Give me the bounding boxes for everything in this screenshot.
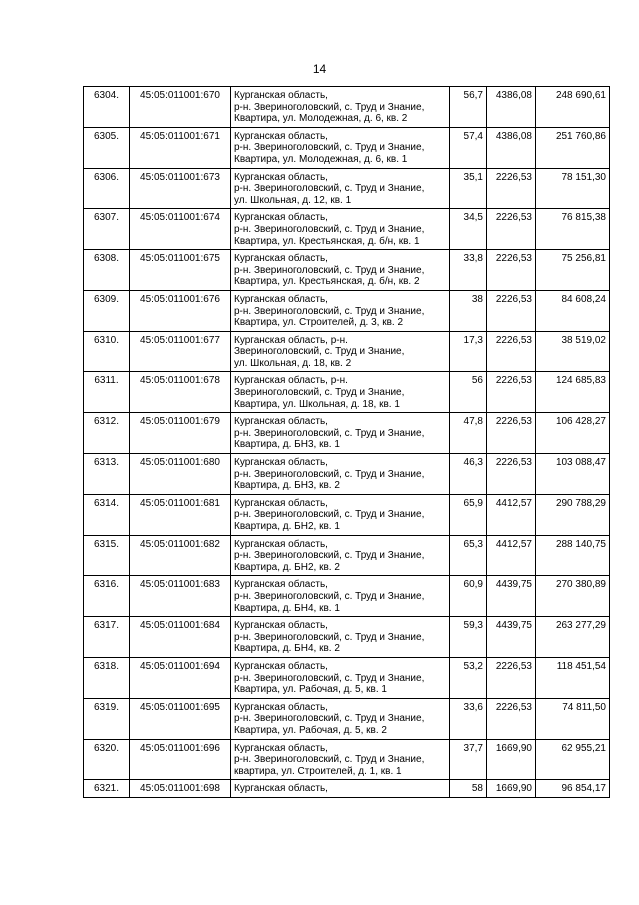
address-cell: Курганская область, р-н. Звериноголовский, с. Труд и Знание, Квартира, ул. Рабочая, д. 5, кв. 2 [231,698,450,739]
row-number-cell: 6309. [84,290,130,331]
cadastral-value-cell: 75 256,81 [536,250,610,291]
area-cell: 33,6 [450,698,487,739]
table-row [84,739,610,780]
area-cell: 57,4 [450,127,487,168]
area-cell: 17,3 [450,331,487,372]
rate-cell: 2226,53 [487,250,536,291]
table-row [84,168,610,209]
row-number-cell: 6315. [84,535,130,576]
table-row [84,576,610,617]
row-number-cell: 6318. [84,657,130,698]
cadastral-value-cell: 290 788,29 [536,494,610,535]
row-number-cell: 6320. [84,739,130,780]
rate-cell: 4439,75 [487,576,536,617]
cadastral-number-cell: 45:05:011001:698 [130,780,231,798]
cadastral-value-cell: 118 451,54 [536,657,610,698]
cadastral-number-cell: 45:05:011001:681 [130,494,231,535]
address-cell: Курганская область, р-н. Звериноголовский, с. Труд и Знание, Квартира, д. БН3, кв. 2 [231,454,450,495]
area-cell: 33,8 [450,250,487,291]
cadastral-value-cell: 78 151,30 [536,168,610,209]
address-cell: Курганская область, р-н. Звериноголовский, с. Труд и Знание, Квартира, ул. Молодежная, д. 6, кв. 1 [231,127,450,168]
cadastral-value-cell: 251 760,86 [536,127,610,168]
address-cell: Курганская область, р-н. Звериноголовский, с. Труд и Знание, Квартира, ул. Крестьянская, д. б/н, кв. 2 [231,250,450,291]
cadastral-value-cell: 248 690,61 [536,87,610,128]
rate-cell: 2226,53 [487,168,536,209]
row-number-cell: 6307. [84,209,130,250]
row-number-cell: 6313. [84,454,130,495]
table-row [84,127,610,168]
area-cell: 65,9 [450,494,487,535]
table-row [84,290,610,331]
area-cell: 53,2 [450,657,487,698]
cadastral-number-cell: 45:05:011001:695 [130,698,231,739]
table-row [84,698,610,739]
rate-cell: 1669,90 [487,780,536,798]
address-cell: Курганская область, р-н. Звериноголовский, с. Труд и Знание, Квартира, д. БН4, кв. 2 [231,617,450,658]
rate-cell: 2226,53 [487,413,536,454]
cadastral-value-cell: 124 685,83 [536,372,610,413]
cadastral-number-cell: 45:05:011001:678 [130,372,231,413]
table-row [84,780,610,798]
area-cell: 34,5 [450,209,487,250]
rate-cell: 4386,08 [487,87,536,128]
address-cell: Курганская область, р-н. Звериноголовский, с. Труд и Знание, Квартира, д. БН4, кв. 1 [231,576,450,617]
address-cell: Курганская область, р-н. Звериноголовский, с. Труд и Знание, Квартира, ул. Школьная, д. 18, кв. 1 [231,372,450,413]
address-cell: Курганская область, р-н. Звериноголовский, с. Труд и Знание, Квартира, ул. Молодежная, д. 6, кв. 2 [231,87,450,128]
area-cell: 35,1 [450,168,487,209]
rate-cell: 2226,53 [487,290,536,331]
table-row [84,617,610,658]
row-number-cell: 6305. [84,127,130,168]
area-cell: 46,3 [450,454,487,495]
cadastral-number-cell: 45:05:011001:684 [130,617,231,658]
cadastral-value-cell: 84 608,24 [536,290,610,331]
address-cell: Курганская область, р-н. Звериноголовский, с. Труд и Знание, Квартира, д. БН2, кв. 1 [231,494,450,535]
area-cell: 56 [450,372,487,413]
rate-cell: 2226,53 [487,372,536,413]
area-cell: 56,7 [450,87,487,128]
cadastral-value-cell: 96 854,17 [536,780,610,798]
cadastral-value-cell: 62 955,21 [536,739,610,780]
address-cell: Курганская область, р-н. Звериноголовский, с. Труд и Знание, Квартира, ул. Рабочая, д. 5, кв. 1 [231,657,450,698]
row-number-cell: 6306. [84,168,130,209]
row-number-cell: 6319. [84,698,130,739]
rate-cell: 1669,90 [487,739,536,780]
table-row [84,494,610,535]
table-row [84,250,610,291]
row-number-cell: 6304. [84,87,130,128]
row-number-cell: 6314. [84,494,130,535]
table-row [84,413,610,454]
table-row [84,535,610,576]
area-cell: 38 [450,290,487,331]
row-number-cell: 6321. [84,780,130,798]
rate-cell: 4386,08 [487,127,536,168]
table-row [84,209,610,250]
cadastral-number-cell: 45:05:011001:694 [130,657,231,698]
cadastral-number-cell: 45:05:011001:673 [130,168,231,209]
cadastral-number-cell: 45:05:011001:674 [130,209,231,250]
cadastral-number-cell: 45:05:011001:671 [130,127,231,168]
table-row [84,454,610,495]
cadastral-number-cell: 45:05:011001:679 [130,413,231,454]
cadastral-number-cell: 45:05:011001:677 [130,331,231,372]
area-cell: 59,3 [450,617,487,658]
cadastral-value-cell: 106 428,27 [536,413,610,454]
row-number-cell: 6316. [84,576,130,617]
rate-cell: 2226,53 [487,698,536,739]
page-number: 14 [312,62,327,76]
cadastral-value-cell: 76 815,38 [536,209,610,250]
row-number-cell: 6311. [84,372,130,413]
rate-cell: 4412,57 [487,494,536,535]
rate-cell: 2226,53 [487,209,536,250]
row-number-cell: 6317. [84,617,130,658]
rate-cell: 2226,53 [487,657,536,698]
address-cell: Курганская область, р-н. Звериноголовский, с. Труд и Знание, Квартира, д. БН2, кв. 2 [231,535,450,576]
cadastral-number-cell: 45:05:011001:682 [130,535,231,576]
table-row [84,87,610,128]
area-cell: 47,8 [450,413,487,454]
row-number-cell: 6312. [84,413,130,454]
table-row [84,331,610,372]
cadastral-value-cell: 263 277,29 [536,617,610,658]
address-cell: Курганская область, р-н. Звериноголовский, с. Труд и Знание, квартира, ул. Строителей, д. 1, кв. 1 [231,739,450,780]
cadastral-number-cell: 45:05:011001:696 [130,739,231,780]
cadastral-value-cell: 103 088,47 [536,454,610,495]
address-cell: Курганская область, [231,780,450,798]
cadastral-value-cell: 270 380,89 [536,576,610,617]
area-cell: 60,9 [450,576,487,617]
address-cell: Курганская область, р-н. Звериноголовский, с. Труд и Знание, Квартира, ул. Строителей, д. 3, кв. 2 [231,290,450,331]
property-table [83,86,610,798]
address-cell: Курганская область, р-н. Звериноголовский, с. Труд и Знание, ул. Школьная, д. 18, кв. 2 [231,331,450,372]
address-cell: Курганская область, р-н. Звериноголовский, с. Труд и Знание, ул. Школьная, д. 12, кв. 1 [231,168,450,209]
table-row [84,657,610,698]
table-row [84,372,610,413]
table-body [84,87,610,798]
cadastral-number-cell: 45:05:011001:683 [130,576,231,617]
cadastral-number-cell: 45:05:011001:675 [130,250,231,291]
cadastral-value-cell: 74 811,50 [536,698,610,739]
rate-cell: 2226,53 [487,454,536,495]
cadastral-value-cell: 38 519,02 [536,331,610,372]
cadastral-number-cell: 45:05:011001:670 [130,87,231,128]
rate-cell: 4412,57 [487,535,536,576]
row-number-cell: 6308. [84,250,130,291]
area-cell: 37,7 [450,739,487,780]
address-cell: Курганская область, р-н. Звериноголовский, с. Труд и Знание, Квартира, ул. Крестьянская, д. б/н, кв. 1 [231,209,450,250]
area-cell: 65,3 [450,535,487,576]
rate-cell: 4439,75 [487,617,536,658]
row-number-cell: 6310. [84,331,130,372]
address-cell: Курганская область, р-н. Звериноголовский, с. Труд и Знание, Квартира, д. БН3, кв. 1 [231,413,450,454]
cadastral-value-cell: 288 140,75 [536,535,610,576]
rate-cell: 2226,53 [487,331,536,372]
area-cell: 58 [450,780,487,798]
cadastral-number-cell: 45:05:011001:676 [130,290,231,331]
cadastral-number-cell: 45:05:011001:680 [130,454,231,495]
